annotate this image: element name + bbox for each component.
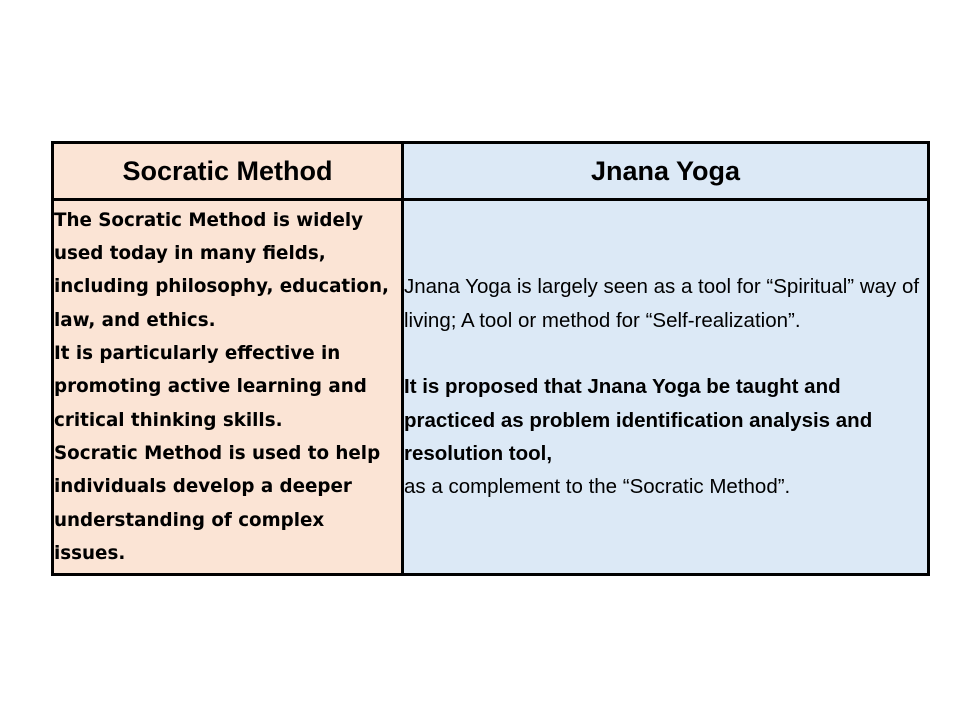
header-jnana-yoga: Jnana Yoga [403, 143, 929, 200]
paragraph-gap [404, 337, 927, 370]
jnana-proposal-text: It is proposed that Jnana Yoga be taught and practiced as problem identification analysis and resolution tool, [404, 375, 873, 465]
socratic-paragraph-usage: The Socratic Method is widely used today in many fields, including philosophy, education, law, and ethics. [54, 209, 389, 331]
socratic-paragraph-effectiveness: It is particularly effective in promoting active learning and critical thinking skills. [54, 343, 367, 431]
jnana-complement-text: as a complement to the “Socratic Method”. [404, 475, 791, 499]
header-row [53, 143, 929, 200]
socratic-method-description [53, 200, 403, 575]
body-row [53, 200, 929, 575]
comparison-table [51, 141, 930, 576]
jnana-intro-text: Jnana Yoga is largely seen as a tool for “Spiritual” way of living; A tool or method for “Self-realization”. [404, 275, 920, 332]
socratic-paragraph-purpose: Socratic Method is used to help individuals develop a deeper understanding of complex issues. [54, 442, 381, 564]
jnana-yoga-description [403, 200, 929, 575]
header-socratic-method: Socratic Method [53, 143, 403, 200]
